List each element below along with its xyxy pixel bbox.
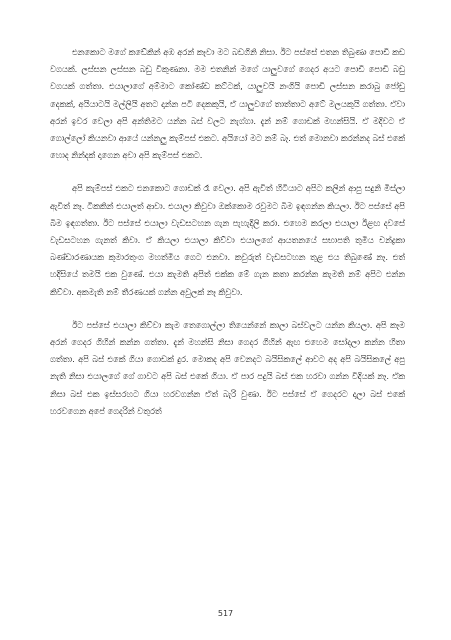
paragraph-3: ඊට පස්සේ එයාලා කිව්වා කැම තෙගොල්ලා තියෙන්නේ කාලා බස්වලට යන්න කියලා. අපි කෑම අරන් ගෙදර ගිහින් කන්න ගත්තා. දැන් මහන්සි නිසා ගෙදර ගිහින් ඇඟ එහෙම සෝදලා කන්න හිතා ගත්තා. අපි බස් එකේ ගියා ගොඩක් දුර. මොකද අපි වෙනදට බයිසිකලේ ආවට අද අපි බයිසිකලේ අපු නැති නිසා එයාලගේ ගේ ගාවට අපි බස් එකේ ගියා. ඒ පාර පදුයි බස් එක හරවා ගන්න විදියක් නෑ. ඒක නිසා බස් එක ඉස්සරහට ගියා හරවගන්න ඒත් බැරි වුණා. ඊට පස්සේ ඒ ගෙදරට දාලා බස් එකේ හරවගෙන අපේ ගෙදරින් වතුරත් xyxy=(50,319,405,416)
page-number: 517 xyxy=(217,609,234,618)
paragraph-1: එනකොට මගේ කඩේකින් අඹ අරන් කෑවා මට බඩගිනි නිසා. ඊට පස්සේ එතන තිබුණා පොඩි කඩ වගයක්. ලස්සන ලස්සන බඩු විකුණනා. මම එතනින් මගේ යාලුවගේ ගෙදර අයට පොඩි පොඩි බඩු වගයක් ගත්තා. එයාලාගේ අම්මාට කෝණ්ඩ කට්ටක්, යාලුවයි නංගියි පොඩි ලස්සන කරාබු ජෝඩු දෙකක්, අයියාටයි මල්ලියි අතට දාන්න පටි දෙකකුයි, ඒ යාලුවගේ තාත්තාට අටේ මලයකුයි ගත්තා. ඒවා අරන් ඉවර වෙලා අපි අන්තිමට යන්න බස් වලට නැග්ගා. දැන් නම් ගොඩක් මහන්සියි. ඒ මදිවට ඒ ගොල්ලෝ කියනවා ආයේ යන්නලු කැම්පස් එකට. අයියෝ මට නම් බෑ. එත් මොනවා කරන්නද බස් එකේ හොද නින්දක් දාගෙන අවා අපි කැම්පස් එකට. xyxy=(50,47,405,161)
paragraph-2: අපි කැම්පස් එකට එනකොට ගොඩක් රෑ වෙලා. අපි ඇවිත් හිටියාට අපිට කලින් ආපු සදුනි මිස්ලා ඇවිත් නෑ. ටිකකින් එයාලත් ආවා. එයාලා කිවුවා ඔක්කොම රවුමට බිම ඉඳගන්න කියලා. ඊට පස්සේ අපි බිම ඉඳගත්තා. ඊට පස්සේ එයාලා වැඩසටහන ගැන පැහැදිලි කරා. එහෙම කරලා එයාලා ඊළඟ දවසේ වැඩසටහන ගැනත් කිවා. ඒ කියලා එයාලා කිව්වා එයාලගේ ආයතනයේ සභාපති තුමිය චන්ද්‍රකා බණ්ඩාරණායක කුමාරතුංග මහත්මිය ගෙට එනවා. කවුරුත් වැඩසටහන තුළ එය තිබුණේ නෑ. එත් හදිසියේ තමයි එක වුණේ. එයා කැමති අපිත් එක්ක මේ ගැන කතා කරන්න කැමති නම් අපිට එන්න කිව්වා. අකමැති නම් තීරණයක් ගන්න අවුලක් නෑ කිවුවා. xyxy=(50,183,405,297)
